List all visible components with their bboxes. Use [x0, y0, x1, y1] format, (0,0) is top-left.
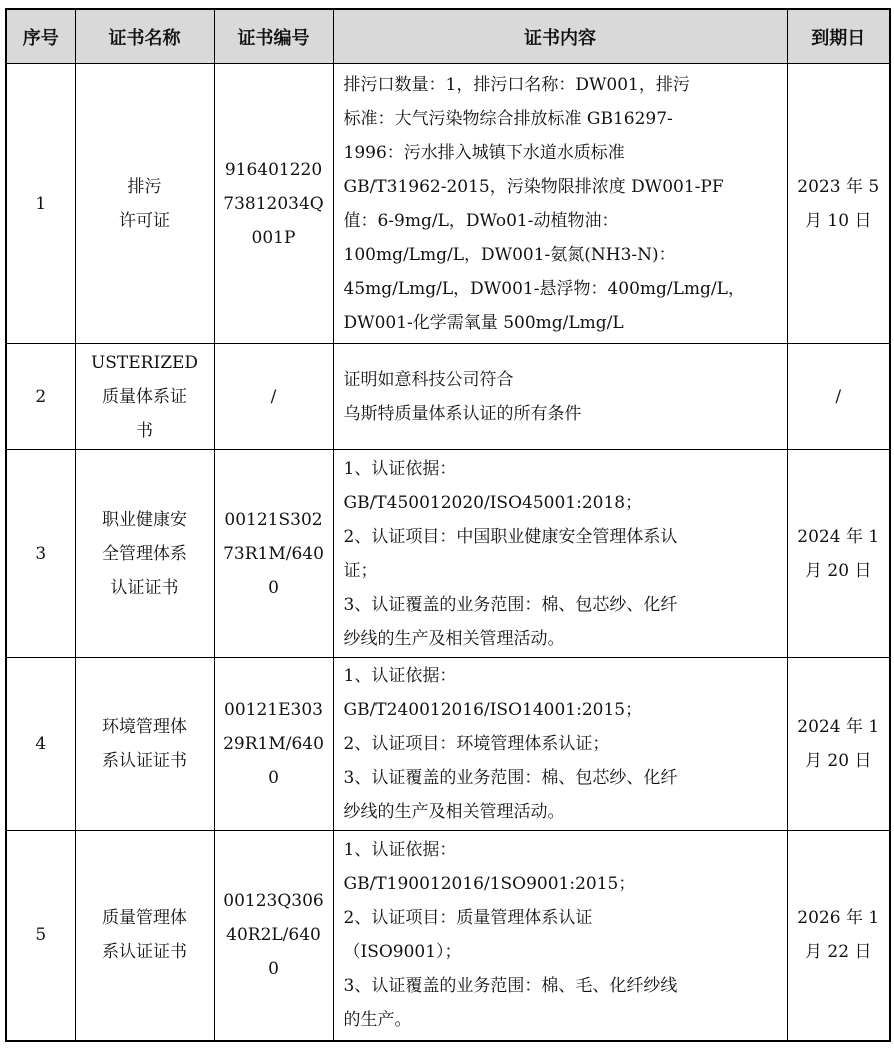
cell-cert-content: [333, 658, 787, 831]
cell-line: USTERIZED: [90, 352, 199, 373]
cell-index: 5: [6, 831, 75, 1041]
cell-line: GB/T240012016/ISO14001:2015；: [343, 700, 643, 720]
header-index: 序号: [6, 9, 75, 64]
cell-line: 1、认证依据：: [343, 666, 457, 686]
cell-line: 2023 年 5: [797, 176, 880, 197]
header-expiry-date: 到期日: [787, 9, 890, 64]
cell-line: 73R1M/640: [223, 543, 324, 564]
cell-line: 月 20 日: [805, 560, 872, 581]
cell-line: 月 22 日: [805, 942, 872, 963]
cell-line: DW001-化学需氧量 500mg/Lmg/L: [343, 312, 624, 333]
table-row: [6, 658, 890, 831]
cell-line: 1996：污水排入城镇下水道水质标准: [343, 142, 625, 163]
cell-line: 3、认证覆盖的业务范围：棉、毛、化纤纱线: [343, 976, 678, 997]
cell-line: 0: [268, 768, 279, 788]
cell-cert-name: [75, 831, 214, 1041]
cell-line: GB/T450012020/ISO45001:2018；: [343, 492, 643, 513]
cell-line: 40R2L/640: [226, 925, 321, 946]
cell-cert-number: [214, 64, 333, 344]
cell-line: 2024 年 1: [797, 717, 880, 737]
cell-line: 环境管理体: [102, 717, 187, 737]
cell-line: 29R1M/640: [223, 734, 324, 754]
cell-line: 2024 年 1: [797, 526, 880, 547]
cell-expiry-date: [787, 450, 890, 658]
cell-line: 值：6-9mg/L，DWo01-动植物油：: [343, 210, 619, 231]
cell-cert-name: [75, 64, 214, 344]
cell-line: 00123Q306: [223, 891, 324, 912]
cell-line: 001P: [251, 227, 296, 248]
cell-line: 916401220: [224, 159, 323, 180]
cell-line: 质量管理体: [102, 908, 187, 929]
cell-line: 系认证证书: [102, 751, 187, 771]
cell-line: 0: [268, 577, 279, 598]
cell-line: 认证证书: [110, 577, 179, 598]
cell-line: /: [835, 386, 842, 407]
header-cert-content: 证书内容: [333, 9, 787, 64]
table-row: [6, 450, 890, 658]
cell-line: 45mg/Lmg/L，DW001-悬浮物：400mg/Lmg/L，: [343, 278, 745, 299]
table-row: [6, 344, 890, 450]
cell-line: 0: [268, 959, 279, 980]
cell-line: 系认证证书: [102, 942, 187, 963]
cell-line: 排污口数量：1，排污口名称：DW001，排污: [343, 74, 690, 95]
table-row: [6, 831, 890, 1041]
table-row: [6, 64, 890, 344]
cell-expiry-date: [787, 831, 890, 1041]
cell-expiry-date: [787, 344, 890, 450]
cell-line: 1、认证依据：: [343, 458, 457, 479]
cell-line: 的生产。: [343, 1010, 412, 1031]
header-cert-name: 证书名称: [75, 9, 214, 64]
cell-expiry-date: [787, 658, 890, 831]
cell-line: GB/T31962-2015，污染物限排浓度 DW001-PF: [343, 176, 724, 197]
cell-line: 职业健康安: [102, 509, 187, 530]
cell-line: 73812034Q: [223, 193, 324, 214]
cell-cert-name: [75, 450, 214, 658]
header-cert-number: 证书编号: [214, 9, 333, 64]
cell-line: 3、认证覆盖的业务范围：棉、包芯纱、化纤: [343, 768, 678, 788]
cell-line: 全管理体系: [102, 543, 187, 564]
cell-cert-number: [214, 450, 333, 658]
cell-line: /: [270, 386, 277, 407]
cell-line: 纱线的生产及相关管理活动。: [343, 802, 565, 822]
cell-line: 2、认证项目：环境管理体系认证；: [343, 734, 610, 754]
cell-cert-content: [333, 344, 787, 450]
cell-cert-name: [75, 344, 214, 450]
cell-line: 证明如意科技公司符合: [343, 369, 514, 390]
cell-line: 标准：大气污染物综合排放标准 GB16297-: [343, 108, 673, 129]
cell-cert-content: [333, 450, 787, 658]
cell-cert-content: [333, 831, 787, 1041]
cell-line: 证；: [343, 560, 378, 581]
cell-line: 月 10 日: [805, 210, 872, 231]
cell-line: 排污: [127, 176, 162, 197]
cell-expiry-date: [787, 64, 890, 344]
cell-line: 00121E303: [224, 700, 323, 720]
cell-line: 1、认证依据：: [343, 840, 457, 861]
cell-line: 3、认证覆盖的业务范围：棉、包芯纱、化纤: [343, 594, 678, 615]
cell-line: 纱线的生产及相关管理活动。: [343, 628, 565, 649]
cell-cert-number: [214, 344, 333, 450]
cell-cert-number: [214, 658, 333, 831]
cell-cert-number: [214, 831, 333, 1041]
cell-line: 月 20 日: [805, 751, 872, 771]
cell-index: 3: [6, 450, 75, 658]
cell-line: 许可证: [119, 210, 170, 231]
cell-line: 2026 年 1: [797, 908, 880, 929]
certificate-table: [5, 8, 891, 1042]
cell-cert-content: [333, 64, 787, 344]
cell-line: （ISO9001）；: [343, 942, 462, 963]
cell-line: 质量体系证: [102, 386, 187, 407]
cell-line: 100mg/Lmg/L，DW001-氨氮(NH3-N)：: [343, 244, 676, 265]
cell-index: 2: [6, 344, 75, 450]
header-row: [6, 9, 890, 64]
cell-line: GB/T190012016/1SO9001:2015；: [343, 874, 636, 895]
cell-cert-name: [75, 658, 214, 831]
cell-line: 书: [136, 420, 153, 441]
cell-index: 4: [6, 658, 75, 831]
cell-line: 乌斯特质量体系认证的所有条件: [343, 403, 582, 424]
cell-line: 2、认证项目：中国职业健康安全管理体系认: [343, 526, 678, 547]
cell-line: 2、认证项目：质量管理体系认证: [343, 908, 593, 929]
cell-index: 1: [6, 64, 75, 344]
cell-line: 00121S302: [224, 509, 323, 530]
